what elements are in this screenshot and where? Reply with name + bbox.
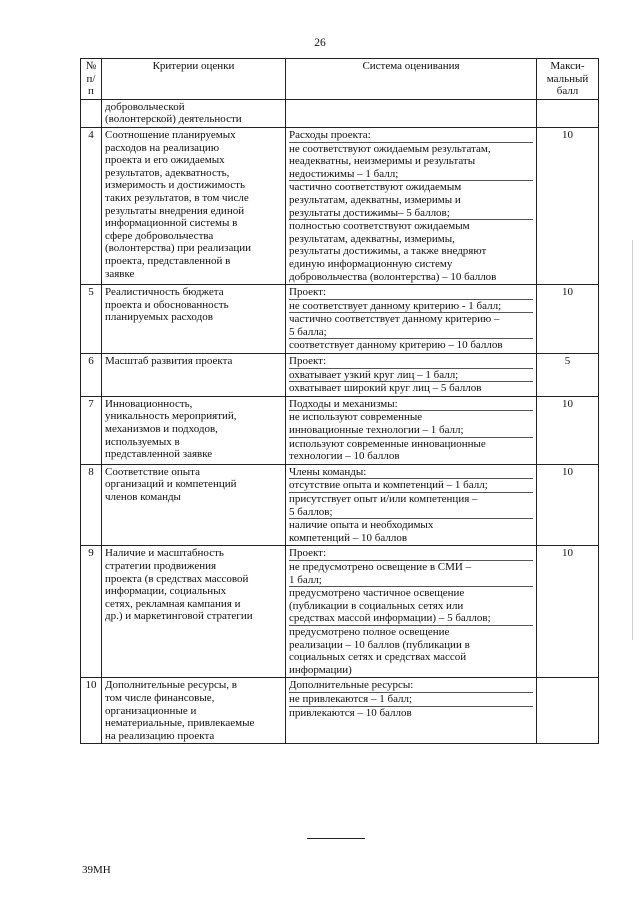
criteria-line: Дополнительные ресурсы, в	[105, 679, 237, 692]
system-paragraph	[289, 492, 533, 518]
footnote-rule	[307, 838, 365, 839]
system-line: предусмотрено частичное освещение	[289, 587, 465, 600]
table-row	[81, 546, 599, 678]
system-paragraph	[289, 547, 533, 560]
system-line: присутствует опыт и/или компетенция –	[289, 493, 478, 505]
system-paragraph	[289, 586, 533, 625]
system-cell	[286, 396, 537, 464]
row-number: 8	[81, 464, 102, 546]
system-line: частично соответствуют ожидаемым	[289, 181, 462, 194]
row-number: 10	[81, 678, 102, 744]
table-row	[81, 354, 599, 397]
criteria-line: измеримость и достижимость	[105, 179, 246, 192]
criteria-line: проекта и его ожидаемых	[105, 154, 225, 167]
criteria-line: результатов, адекватность,	[105, 166, 230, 179]
system-line: единую информационную систему	[289, 257, 453, 270]
row-number: 9	[81, 546, 102, 678]
criteria-line: сфере добровольчества	[105, 229, 214, 242]
max-score-cell: 5	[537, 354, 599, 397]
system-cell	[286, 678, 537, 744]
header-criteria: Критерии оценки	[102, 59, 286, 100]
table-row	[81, 127, 599, 284]
system-line: не привлекаются – 1 балл;	[289, 692, 413, 705]
criteria-line: расходов на реализацию	[105, 141, 220, 154]
system-line: предусмотрено полное освещение	[289, 625, 450, 638]
system-line: информации)	[289, 663, 352, 676]
system-line: результаты достижимы– 5 баллов;	[289, 206, 450, 219]
criteria-line: членов команды	[105, 491, 181, 503]
system-paragraph	[289, 338, 533, 352]
system-line: Подходы и механизмы:	[289, 397, 398, 410]
max-score-cell: 10	[537, 285, 599, 354]
criteria-cell	[102, 285, 286, 354]
system-line: инновационные технологии – 1 балл;	[289, 424, 464, 437]
table-row	[81, 464, 599, 546]
criteria-line: уникальность мероприятий,	[105, 410, 237, 423]
criteria-line: Соотношение планируемых	[105, 128, 236, 141]
system-paragraph	[289, 180, 533, 219]
system-line: социальных сетях и средствах массой	[289, 651, 467, 664]
system-cell	[286, 546, 537, 678]
system-line: частично соответствует данному критерию –	[289, 313, 500, 326]
system-paragraph	[289, 219, 533, 283]
criteria-table	[80, 58, 599, 744]
system-line: Проект:	[289, 547, 327, 560]
carry-over-number	[81, 99, 102, 127]
system-paragraph	[289, 381, 533, 395]
table-row	[81, 678, 599, 744]
criteria-cell	[102, 678, 286, 744]
system-paragraph	[289, 410, 533, 436]
system-line: охватывает узкий круг лиц – 1 балл;	[289, 368, 459, 381]
criteria-line: организационные и	[105, 704, 197, 717]
system-paragraph	[289, 706, 533, 720]
scan-edge-mark	[632, 240, 633, 640]
criteria-line: механизмов и подходов,	[105, 423, 218, 436]
max-score-cell: 10	[537, 396, 599, 464]
system-paragraph	[289, 355, 533, 368]
criteria-line: Масштаб развития проекта	[105, 355, 233, 368]
max-score-cell: 10	[537, 464, 599, 546]
max-score-cell	[537, 678, 599, 744]
system-line: результаты достижимы, а также внедряют	[289, 245, 487, 258]
criteria-line: информации, социальных	[105, 585, 227, 598]
system-line: Проект:	[289, 355, 327, 368]
criteria-line: организаций и компетенций	[105, 478, 237, 491]
criteria-line: используемых в	[105, 435, 180, 448]
criteria-cell	[102, 464, 286, 546]
system-paragraph	[289, 299, 533, 313]
criteria-line: результаты внедрения единой	[105, 204, 245, 217]
system-paragraph	[289, 398, 533, 411]
carry-over-row	[81, 99, 599, 127]
system-paragraph	[289, 518, 533, 544]
table-row	[81, 285, 599, 354]
system-cell	[286, 127, 537, 284]
criteria-line: проекта и обоснованность	[105, 298, 229, 311]
row-number: 7	[81, 396, 102, 464]
criteria-line: проекта, представленной в	[105, 254, 231, 267]
system-line: технологии – 10 баллов	[289, 450, 400, 463]
criteria-line: Реалистичность бюджета	[105, 286, 224, 299]
criteria-line: др.) и маркетинговой стратегии	[105, 610, 253, 623]
criteria-line: информационной системы в	[105, 217, 238, 230]
criteria-line: проекта (в средствах массовой	[105, 572, 249, 585]
system-line: Расходы проекта:	[289, 128, 371, 141]
system-cell	[286, 354, 537, 397]
header-system: Система оценивания	[286, 59, 537, 100]
criteria-line: сетях, рекламная кампания и	[105, 597, 241, 610]
system-line: наличие опыта и необходимых	[289, 519, 434, 532]
system-line: недостижимы – 1 балл;	[289, 167, 399, 180]
table-body	[81, 99, 599, 744]
criteria-line: представленной заявке	[105, 448, 213, 461]
system-line: привлекаются – 10 баллов	[289, 706, 412, 719]
system-line: не соответствуют ожидаемым результатам,	[289, 142, 491, 155]
document-code: 39МН	[82, 864, 111, 876]
criteria-line: Наличие и масштабность	[105, 547, 224, 560]
system-line: компетенций – 10 баллов	[289, 531, 408, 544]
row-number: 4	[81, 127, 102, 284]
system-line: неадекватны, неизмеримы и результаты	[289, 155, 476, 168]
criteria-line: нематериальные, привлекаемые	[105, 717, 255, 730]
criteria-cell	[102, 127, 286, 284]
criteria-line: том числе финансовые,	[105, 691, 215, 704]
carry-over-system	[286, 99, 537, 127]
system-line: результатам, адекватны, измеримы,	[289, 232, 455, 245]
table-row	[81, 396, 599, 464]
max-score-cell: 10	[537, 546, 599, 678]
system-paragraph	[289, 142, 533, 181]
header-number: № п/п	[81, 59, 102, 100]
system-paragraph	[289, 692, 533, 706]
criteria-line: (волонтерства) при реализации	[105, 242, 252, 255]
system-paragraph	[289, 312, 533, 338]
criteria-line: планируемых расходов	[105, 311, 213, 324]
row-number: 5	[81, 285, 102, 354]
carry-over-max	[537, 99, 599, 127]
system-line: не предусмотрено освещение в СМИ –	[289, 560, 472, 573]
system-line: соответствует данному критерию – 10 баллов	[289, 339, 503, 352]
system-paragraph	[289, 560, 533, 586]
header-max-score: Макси- мальный балл	[537, 59, 599, 100]
criteria-line: заявке	[105, 267, 135, 280]
system-line: не соответствует данному критерию - 1 балл;	[289, 299, 502, 312]
row-number: 6	[81, 354, 102, 397]
system-cell	[286, 464, 537, 546]
system-line: 5 балла;	[289, 325, 327, 338]
max-score-cell: 10	[537, 127, 599, 284]
system-line: добровольчества (волонтерства) – 10 баллов	[289, 270, 497, 283]
system-line: 5 баллов;	[289, 505, 333, 518]
table-header-row	[81, 59, 599, 100]
criteria-line: Инновационность,	[105, 397, 193, 410]
criteria-cell	[102, 354, 286, 397]
system-paragraph	[289, 679, 533, 692]
criteria-line: таких результатов, в том числе	[105, 191, 249, 204]
system-line: Члены команды:	[289, 465, 367, 478]
system-line: отсутствие опыта и компетенций – 1 балл;	[289, 479, 488, 492]
system-paragraph	[289, 129, 533, 142]
system-line: средствах массой информации) – 5 баллов;	[289, 612, 491, 625]
carry-over-criteria: добровольческой (волонтерской) деятельности	[102, 99, 286, 127]
system-line: Проект:	[289, 286, 327, 299]
system-line: полностью соответствуют ожидаемым	[289, 220, 470, 233]
system-line: охватывает широкий круг лиц – 5 баллов	[289, 382, 482, 395]
criteria-cell	[102, 546, 286, 678]
criteria-line: на реализацию проекта	[105, 729, 215, 742]
system-paragraph	[289, 625, 533, 676]
system-line: результатам, адекватны, измеримы и	[289, 193, 461, 206]
system-paragraph	[289, 437, 533, 463]
system-paragraph	[289, 368, 533, 382]
criteria-line: стратегии продвижения	[105, 559, 217, 572]
criteria-cell	[102, 396, 286, 464]
system-line: Дополнительные ресурсы:	[289, 679, 414, 692]
page-number: 26	[314, 37, 326, 49]
system-line: реализации – 10 баллов (публикации в	[289, 638, 470, 651]
system-line: 1 балл;	[289, 573, 322, 586]
criteria-line: Соответствие опыта	[105, 465, 200, 478]
system-paragraph	[289, 478, 533, 492]
system-paragraph	[289, 286, 533, 299]
system-line: (публикации в социальных сетях или	[289, 599, 464, 612]
system-cell	[286, 285, 537, 354]
system-line: используют современные инновационные	[289, 437, 486, 450]
system-paragraph	[289, 466, 533, 479]
system-line: не используют современные	[289, 411, 423, 424]
